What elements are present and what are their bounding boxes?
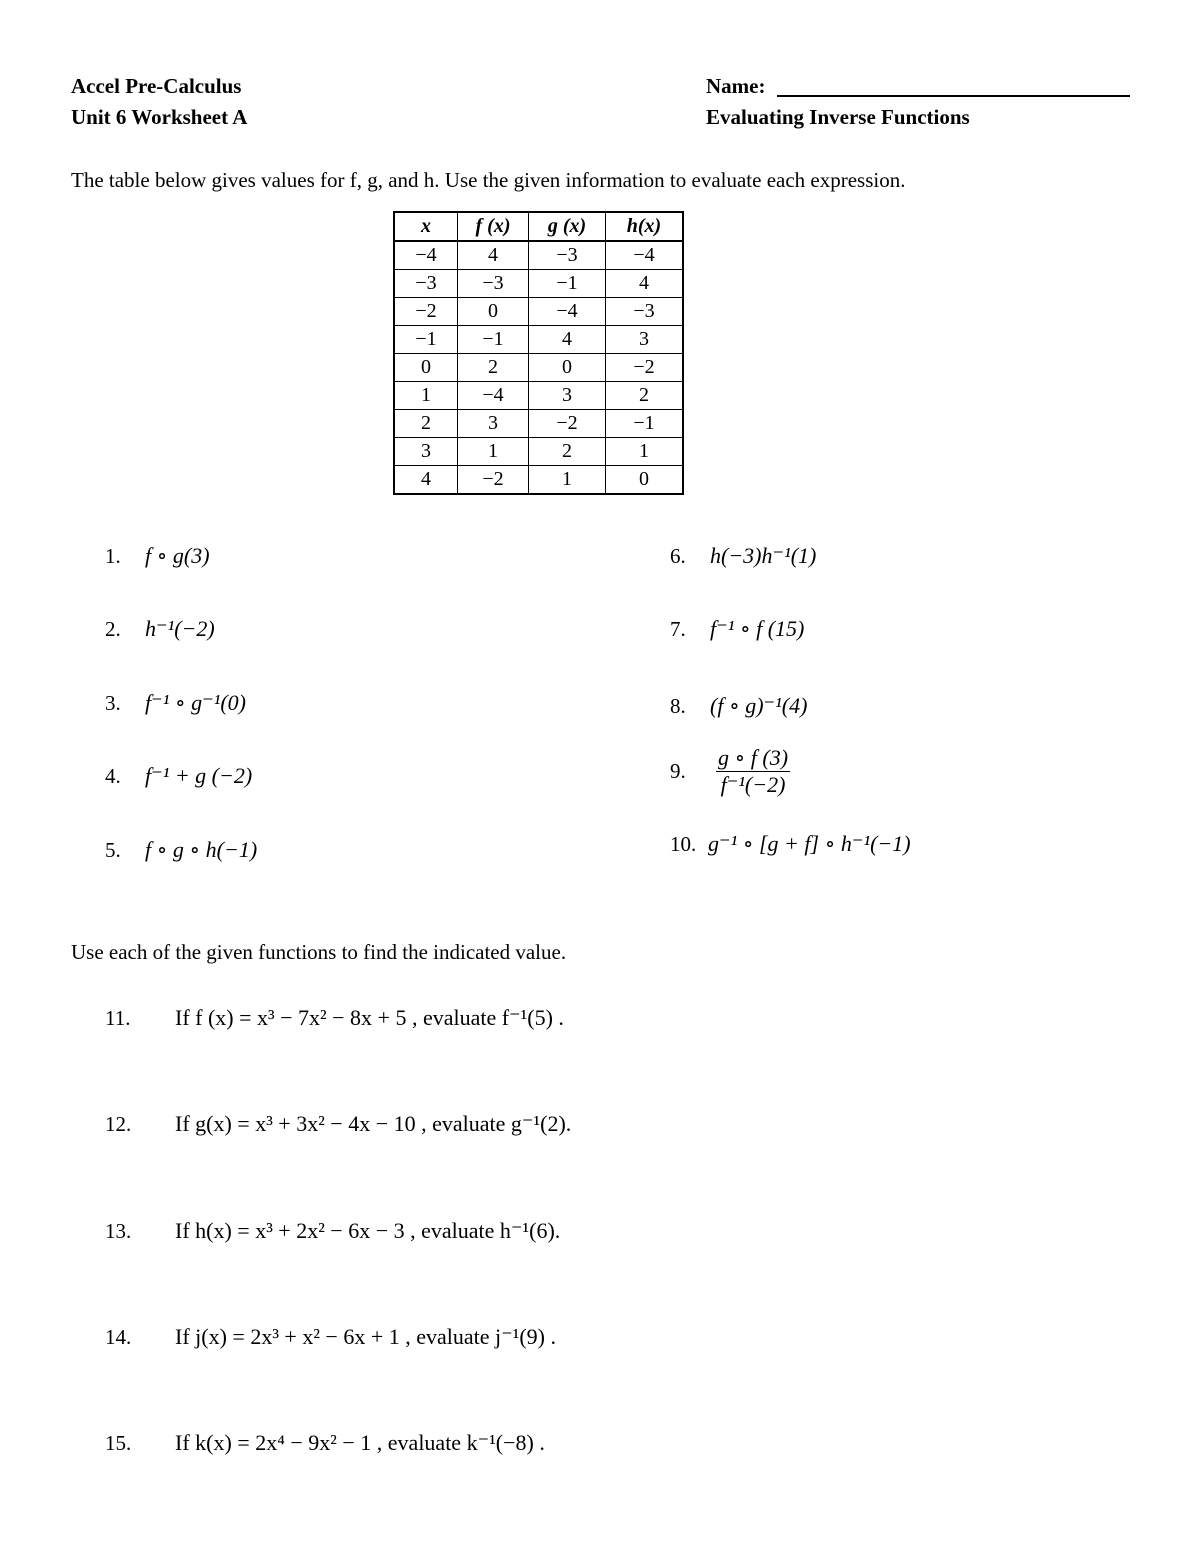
cell-f: 1 bbox=[458, 438, 529, 466]
problem-number: 15. bbox=[105, 1431, 132, 1455]
problem-expression: (f ∘ g)⁻¹(4) bbox=[710, 693, 808, 718]
problem-expression: f ∘ g(3) bbox=[145, 543, 210, 568]
problem-text: If j(x) = 2x³ + x² − 6x + 1 , evaluate j⁻¹(9) . bbox=[175, 1324, 556, 1349]
problem-number: 1. bbox=[105, 544, 121, 568]
course-title: Accel Pre-Calculus bbox=[71, 74, 242, 98]
table-row bbox=[394, 326, 683, 354]
cell-x: 1 bbox=[394, 382, 458, 410]
table-row bbox=[394, 241, 683, 270]
problem-14 bbox=[105, 1324, 556, 1350]
cell-g: 1 bbox=[529, 466, 606, 495]
cell-f: 2 bbox=[458, 354, 529, 382]
problem-2 bbox=[105, 616, 215, 642]
topic-title: Evaluating Inverse Functions bbox=[706, 105, 970, 129]
problem-8 bbox=[670, 693, 807, 719]
cell-x: −1 bbox=[394, 326, 458, 354]
fraction-numerator: g ∘ f (3) bbox=[718, 745, 789, 770]
unit-title: Unit 6 Worksheet A bbox=[71, 105, 248, 129]
problem-13 bbox=[105, 1218, 560, 1244]
cell-h: 0 bbox=[606, 466, 684, 495]
cell-h: −3 bbox=[606, 298, 684, 326]
cell-f: 3 bbox=[458, 410, 529, 438]
problem-number: 7. bbox=[670, 617, 686, 641]
problem-number: 5. bbox=[105, 838, 121, 862]
cell-f: −4 bbox=[458, 382, 529, 410]
cell-h: 3 bbox=[606, 326, 684, 354]
cell-g: −4 bbox=[529, 298, 606, 326]
problem-6 bbox=[670, 543, 816, 569]
cell-h: 1 bbox=[606, 438, 684, 466]
cell-h: −1 bbox=[606, 410, 684, 438]
problem-fraction bbox=[716, 745, 790, 798]
problem-number: 2. bbox=[105, 617, 121, 641]
cell-x: 2 bbox=[394, 410, 458, 438]
problem-number: 3. bbox=[105, 691, 121, 715]
problem-number: 14. bbox=[105, 1325, 132, 1349]
problem-5 bbox=[105, 837, 257, 863]
table-row bbox=[394, 438, 683, 466]
problem-text: If g(x) = x³ + 3x² − 4x − 10 , evaluate g⁻¹(2). bbox=[175, 1111, 572, 1136]
problem-expression: g⁻¹ ∘ [g + f] ∘ h⁻¹(−1) bbox=[708, 831, 911, 856]
problem-number: 10. bbox=[670, 832, 697, 856]
cell-h: 2 bbox=[606, 382, 684, 410]
problem-expression: f⁻¹ + g (−2) bbox=[145, 763, 253, 788]
cell-f: −3 bbox=[458, 270, 529, 298]
table-row bbox=[394, 354, 683, 382]
problem-number: 12. bbox=[105, 1112, 132, 1136]
problem-11 bbox=[105, 1005, 564, 1031]
table-header-row bbox=[394, 212, 683, 241]
problem-10 bbox=[670, 831, 911, 857]
cell-x: 3 bbox=[394, 438, 458, 466]
header-h: h(x) bbox=[606, 212, 684, 241]
cell-g: −1 bbox=[529, 270, 606, 298]
fraction-denominator: f⁻¹(−2) bbox=[720, 772, 786, 797]
cell-x: −2 bbox=[394, 298, 458, 326]
cell-f: 0 bbox=[458, 298, 529, 326]
problem-number: 11. bbox=[105, 1006, 131, 1030]
problem-expression: f⁻¹ ∘ g⁻¹(0) bbox=[145, 690, 246, 715]
table-row bbox=[394, 270, 683, 298]
cell-f: 4 bbox=[458, 241, 529, 270]
problem-expression: f⁻¹ ∘ f (15) bbox=[710, 616, 805, 641]
problem-text: If f (x) = x³ − 7x² − 8x + 5 , evaluate f⁻¹(5) . bbox=[175, 1005, 564, 1030]
cell-h: 4 bbox=[606, 270, 684, 298]
function-instructions: Use each of the given functions to find the indicated value. bbox=[71, 940, 567, 964]
problem-number: 4. bbox=[105, 764, 121, 788]
problem-3 bbox=[105, 690, 246, 716]
problem-12 bbox=[105, 1111, 571, 1137]
problem-expression: f ∘ g ∘ h(−1) bbox=[145, 837, 258, 862]
problem-number: 9. bbox=[670, 759, 686, 783]
problem-number: 13. bbox=[105, 1219, 132, 1243]
cell-f: −1 bbox=[458, 326, 529, 354]
cell-g: 2 bbox=[529, 438, 606, 466]
cell-x: −4 bbox=[394, 241, 458, 270]
name-blank-line bbox=[777, 95, 1130, 97]
cell-h: −4 bbox=[606, 241, 684, 270]
header-x: x bbox=[394, 212, 458, 241]
problem-7 bbox=[670, 616, 804, 642]
header-f: f (x) bbox=[458, 212, 529, 241]
cell-g: 4 bbox=[529, 326, 606, 354]
problem-expression: h(−3)h⁻¹(1) bbox=[710, 543, 817, 568]
header-g: g (x) bbox=[529, 212, 606, 241]
table-row bbox=[394, 410, 683, 438]
cell-h: −2 bbox=[606, 354, 684, 382]
problem-4 bbox=[105, 763, 252, 789]
problem-expression: h⁻¹(−2) bbox=[145, 616, 215, 641]
problem-text: If k(x) = 2x⁴ − 9x² − 1 , evaluate k⁻¹(−8) . bbox=[175, 1430, 545, 1455]
problem-15 bbox=[105, 1430, 545, 1456]
cell-g: −2 bbox=[529, 410, 606, 438]
cell-x: 4 bbox=[394, 466, 458, 495]
table-instructions: The table below gives values for f, g, and h. Use the given information to evaluate each expression. bbox=[71, 168, 906, 192]
table-row bbox=[394, 382, 683, 410]
problem-1 bbox=[105, 543, 210, 569]
problem-number: 6. bbox=[670, 544, 686, 568]
problem-9 bbox=[670, 745, 790, 798]
cell-f: −2 bbox=[458, 466, 529, 495]
table-row bbox=[394, 466, 683, 495]
cell-g: −3 bbox=[529, 241, 606, 270]
table-row bbox=[394, 298, 683, 326]
cell-x: 0 bbox=[394, 354, 458, 382]
function-values-table bbox=[393, 211, 684, 495]
cell-x: −3 bbox=[394, 270, 458, 298]
problem-number: 8. bbox=[670, 694, 686, 718]
cell-g: 3 bbox=[529, 382, 606, 410]
name-label: Name: bbox=[706, 74, 766, 98]
problem-text: If h(x) = x³ + 2x² − 6x − 3 , evaluate h⁻¹(6). bbox=[175, 1218, 561, 1243]
cell-g: 0 bbox=[529, 354, 606, 382]
